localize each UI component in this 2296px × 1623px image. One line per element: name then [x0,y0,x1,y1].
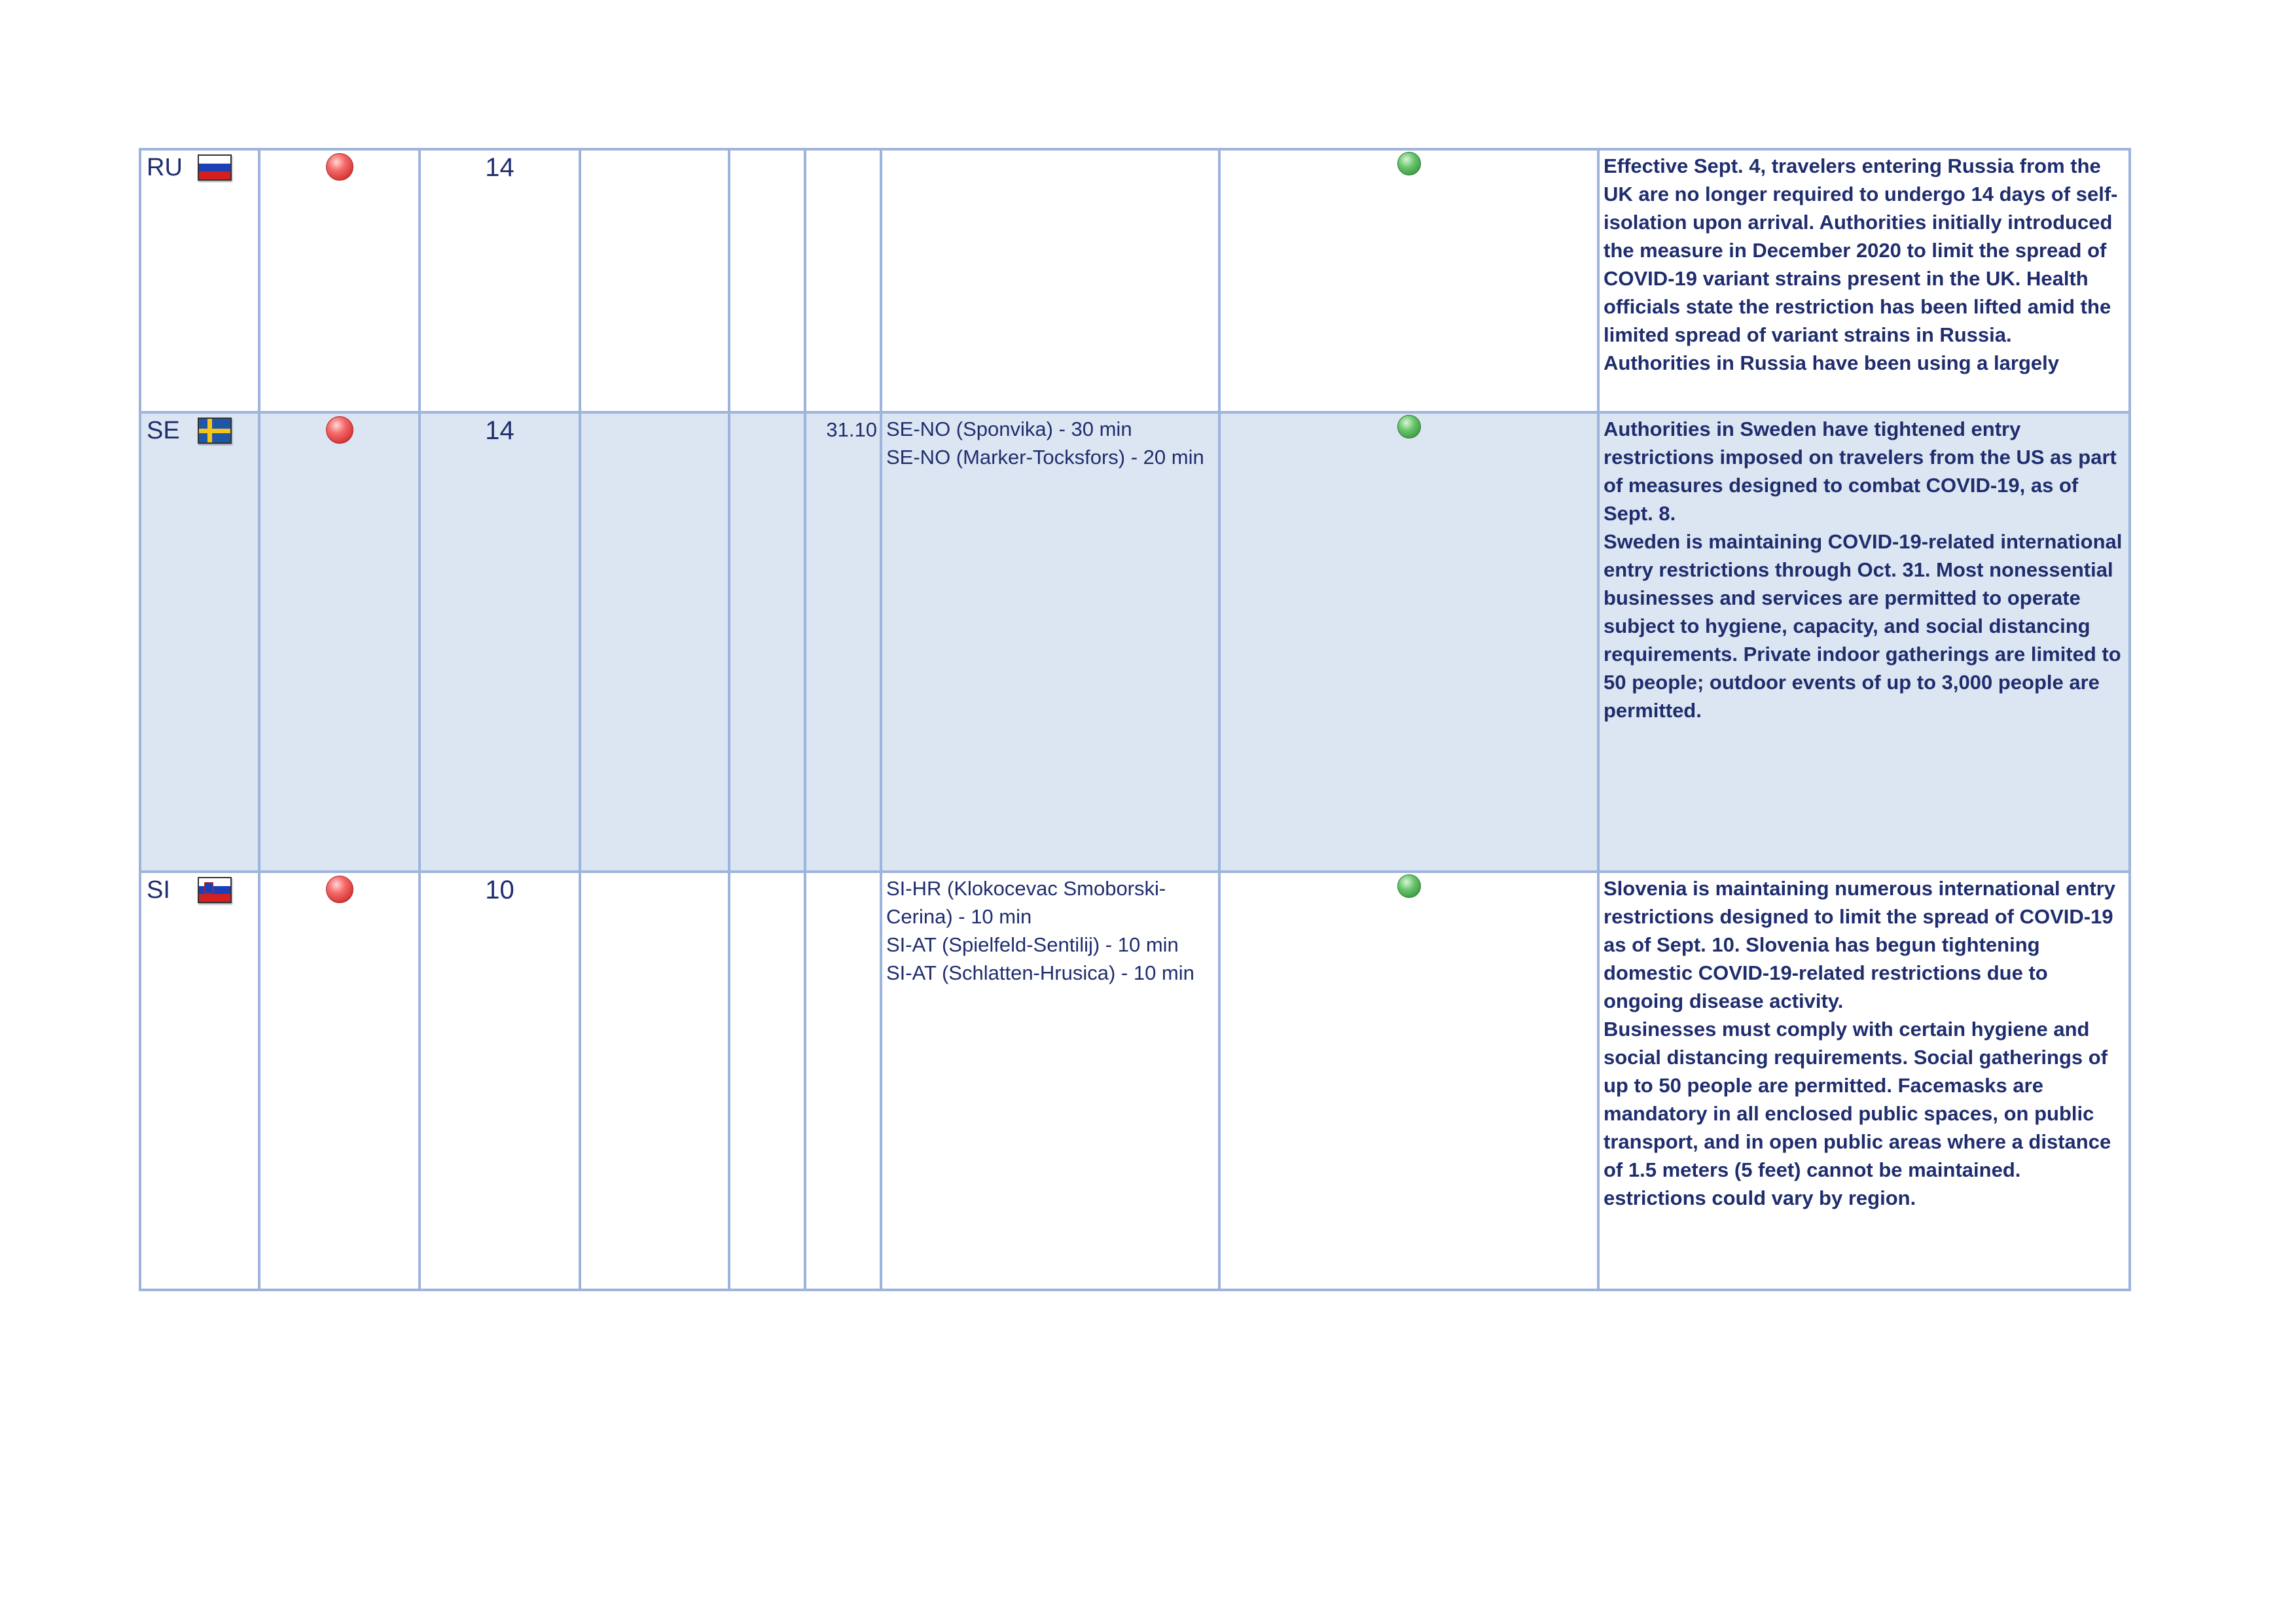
empty-cell [729,412,805,872]
country-cell [140,149,259,412]
notes-text [1600,873,2128,1212]
slovenia-flag-icon [198,877,232,903]
status-cell [259,149,420,412]
empty-cell [729,872,805,1290]
quarantine-cell [420,872,580,1290]
crossing-item: SE-NO (Marker-Tocksfors) - 20 min [886,446,1204,469]
table-row [140,149,2130,412]
date-value [806,873,880,877]
date-value [806,151,880,154]
status-cell [1219,412,1598,872]
date-value: 31.10 [826,418,877,441]
empty-cell [580,412,729,872]
country-code: SE [147,417,180,444]
red-status-icon [326,416,353,444]
note-paragraph: Businesses must comply with certain hygiene and social distancing requirements. Social gatherings of up to 50 people are permitted. Facemasks are mandatory in all enclosed public spaces, on public transport, and in open public areas where a distance of 1.5 meters (5 feet) cannot be maintained. estrictions could vary by region. [1604,1018,2111,1209]
country-code: RU [147,154,183,181]
quarantine-cell [420,412,580,872]
crossings-cell [881,149,1219,412]
sweden-flag-icon [198,418,232,444]
crossings-list [882,873,1218,987]
notes-text [1600,414,2128,724]
notes-cell [1598,412,2130,872]
empty-cell [729,149,805,412]
crossing-item: SE-NO (Sponvika) - 30 min [886,418,1132,440]
status-cell [1219,149,1598,412]
country-cell [140,412,259,872]
table-row [140,412,2130,872]
crossings-list [882,414,1218,471]
notes-text [1600,151,2128,377]
date-cell [805,872,881,1290]
date-cell [805,412,881,872]
quarantine-days: 10 [485,876,514,904]
date-cell [805,149,881,412]
crossings-list [882,151,1218,152]
green-status-icon [1397,415,1421,438]
crossings-cell [881,412,1219,872]
quarantine-days: 14 [485,416,514,445]
notes-cell [1598,149,2130,412]
country-code: SI [147,876,170,904]
russia-flag-icon [198,154,232,181]
quarantine-cell [420,149,580,412]
crossing-item: SI-AT (Spielfeld-Sentilij) - 10 min [886,933,1179,956]
status-cell [259,412,420,872]
red-status-icon [326,876,353,903]
red-status-icon [326,153,353,181]
country-restrictions-table [139,148,2131,1291]
empty-cell [580,149,729,412]
table-row [140,872,2130,1290]
crossing-item: SI-HR (Klokocevac Smoborski-Cerina) - 10 min [886,877,1166,928]
empty-cell [580,872,729,1290]
crossings-cell [881,872,1219,1290]
country-cell [140,872,259,1290]
notes-cell [1598,872,2130,1290]
note-paragraph: Authorities in Russia have been using a largely [1604,351,2059,374]
note-paragraph: Slovenia is maintaining numerous international entry restrictions designed to limit the spread of COVID-19 as of Sept. 10. Slovenia has begun tightening domestic COVID-19-related restrictions due to ongoing disease activity. [1604,877,2116,1012]
note-paragraph: Effective Sept. 4, travelers entering Russia from the UK are no longer required to undergo 14 days of self-isolation upon arrival. Authorities initially introduced the measure in December 2020 to limit the spread of COVID-19 variant strains present in the UK. Health officials state the restriction has been lifted amid the limited spread of variant strains in Russia. [1604,154,2118,346]
note-paragraph: Sweden is maintaining COVID-19-related international entry restrictions through Oct. 31. Most nonessential businesses and services are permitted to operate subject to hygiene, capacity, and social distancing requirements. Private indoor gatherings are limited to 50 people; outdoor events of up to 3,000 people are permitted. [1604,530,2123,722]
crossing-item: SI-AT (Schlatten-Hrusica) - 10 min [886,961,1194,984]
quarantine-days: 14 [485,153,514,182]
note-paragraph: Authorities in Sweden have tightened entry restrictions imposed on travelers from the US as part of measures designed to combat COVID-19, as of Sept. 8. [1604,418,2117,525]
green-status-icon [1397,152,1421,175]
status-cell [1219,872,1598,1290]
green-status-icon [1397,874,1421,898]
status-cell [259,872,420,1290]
